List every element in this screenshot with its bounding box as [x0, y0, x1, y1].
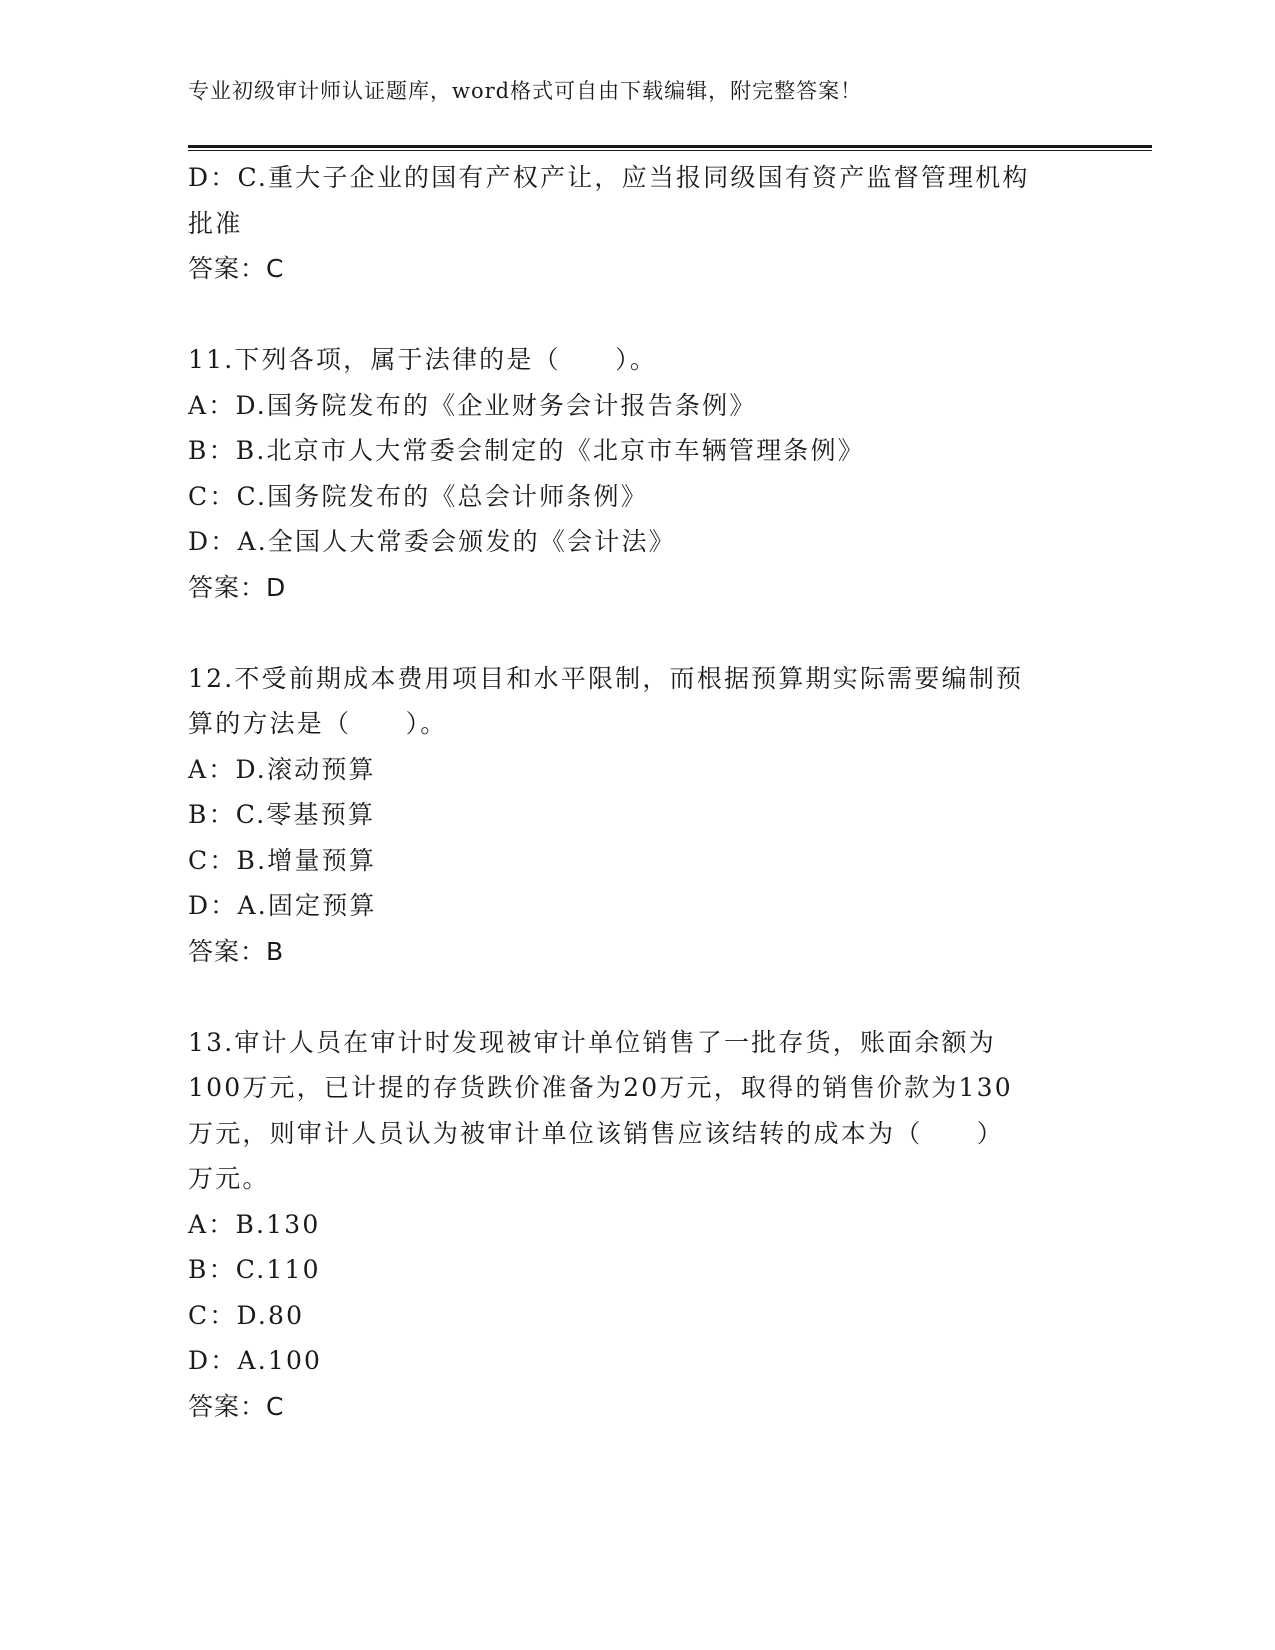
spacer — [188, 974, 1088, 1020]
answer-line: 答案：C — [188, 254, 285, 283]
answer-line: 答案：D — [188, 572, 287, 602]
option-line: A：D.国务院发布的《企业财务会计报告条例》 — [188, 390, 757, 420]
option-line: C：B.增量预算 — [188, 845, 377, 875]
question-text: 100万元，已计提的存货跌价准备为20万元，取得的销售价款为130 — [188, 1073, 1013, 1102]
option-line: C：D.80 — [188, 1300, 305, 1330]
question-text: 万元。 — [188, 1164, 270, 1193]
question-text: 11.下列各项，属于法律的是（ ）。 — [188, 345, 658, 374]
question-content — [188, 155, 1088, 1429]
option-line: A：B.130 — [188, 1209, 321, 1239]
page-header: 专业初级审计师认证题库，word格式可自由下载编辑，附完整答案！ — [188, 79, 863, 103]
option-line: D：A.固定预算 — [188, 891, 377, 920]
option-line: A：D.滚动预算 — [188, 754, 376, 784]
option-line: C：C.国务院发布的《总会计师条例》 — [188, 481, 648, 511]
answer-line: 答案：B — [188, 936, 285, 966]
option-line: B：C.零基预算 — [188, 800, 376, 829]
option-line: D：C.重大子企业的国有产权产让，应当报同级国有资产监督管理机构 — [188, 163, 1030, 192]
question-block — [188, 1020, 1088, 1430]
option-line: D：A.全国人大常委会颁发的《会计法》 — [188, 527, 676, 556]
header-divider — [188, 145, 1152, 151]
answer-line: 答案：C — [188, 1391, 285, 1421]
option-line: B：C.110 — [188, 1255, 321, 1284]
spacer — [188, 610, 1088, 656]
question-block — [188, 337, 1088, 610]
option-line: B：B.北京市人大常委会制定的《北京市车辆管理条例》 — [188, 436, 865, 465]
option-line: 批准 — [188, 208, 243, 238]
option-line: D：A.100 — [188, 1346, 323, 1375]
question-text: 万元，则审计人员认为被审计单位该销售应该结转的成本为（ ） — [188, 1118, 1005, 1148]
question-text: 12.不受前期成本费用项目和水平限制，而根据预算期实际需要编制预 — [188, 663, 1024, 693]
question-text: 算的方法是（ ）。 — [188, 709, 448, 738]
question-block — [188, 656, 1088, 975]
spacer — [188, 292, 1088, 338]
question-text: 13.审计人员在审计时发现被审计单位销售了一批存货，账面余额为 — [188, 1027, 996, 1057]
question-block — [188, 155, 1088, 292]
